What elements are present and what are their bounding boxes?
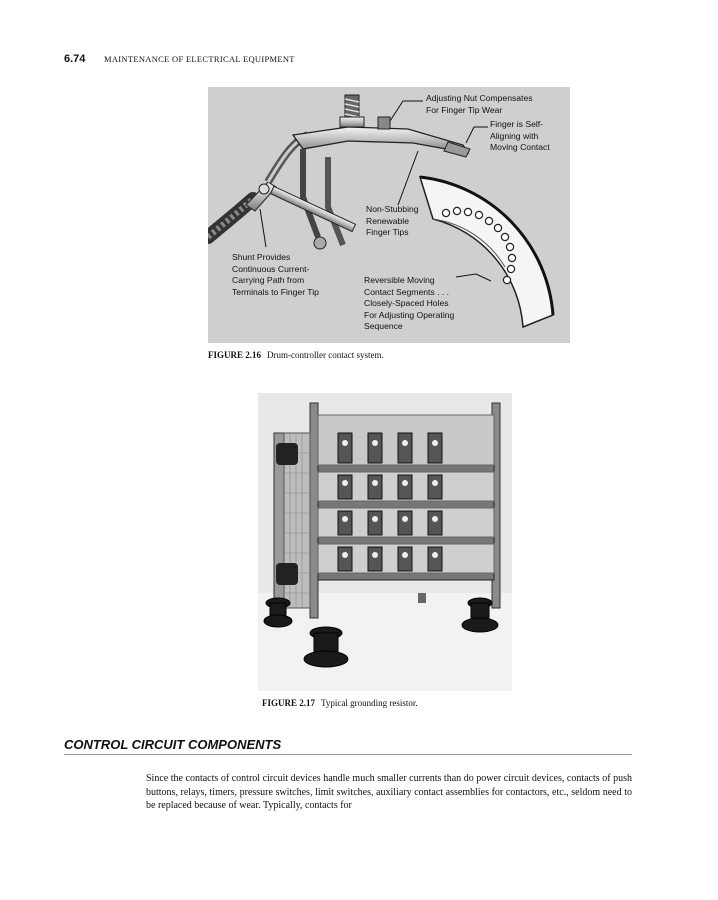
section-rule xyxy=(64,754,632,755)
page-header xyxy=(64,53,644,67)
caption-label: FIGURE 2.17 xyxy=(262,698,316,708)
caption-text: Drum-controller contact system. xyxy=(267,350,384,360)
callout-shunt: Shunt Provides Continuous Current- Carrying Path from Terminals to Finger Tip xyxy=(232,252,319,297)
running-head: MAINTENANCE OF ELECTRICAL EQUIPMENT xyxy=(104,54,295,64)
callout-adjusting-nut: Adjusting Nut Compensates For Finger Tip Wear xyxy=(426,93,533,115)
section-heading: CONTROL CIRCUIT COMPONENTS xyxy=(64,737,282,752)
grounding-resistor-photo xyxy=(258,393,512,691)
page-number: 6.74 xyxy=(64,53,86,65)
figure-2-16-caption xyxy=(208,350,384,360)
body-paragraph: Since the contacts of control circuit devices handle much smaller currents than do power circuit devices, contacts of push buttons, relays, timers, pressure switches, limit switches, auxiliary contact assemblies for contactors, etc., seldom need to be replaced because of wear. Typically, contacts for xyxy=(146,773,632,811)
figure-2-17-caption xyxy=(262,698,418,708)
callout-reversible: Reversible Moving Contact Segments . . . Closely-Spaced Holes For Adjusting Operating Sequence xyxy=(364,275,455,332)
callout-self-aligning: Finger is Self- Aligning with Moving Contact xyxy=(490,119,550,153)
caption-text: Typical grounding resistor. xyxy=(321,698,418,708)
callout-non-stubbing: Non-Stubbing Renewable Finger Tips xyxy=(366,204,419,238)
caption-label: FIGURE 2.16 xyxy=(208,350,262,360)
figure-2-16-image xyxy=(208,87,570,343)
figure-2-17-image xyxy=(258,393,512,691)
